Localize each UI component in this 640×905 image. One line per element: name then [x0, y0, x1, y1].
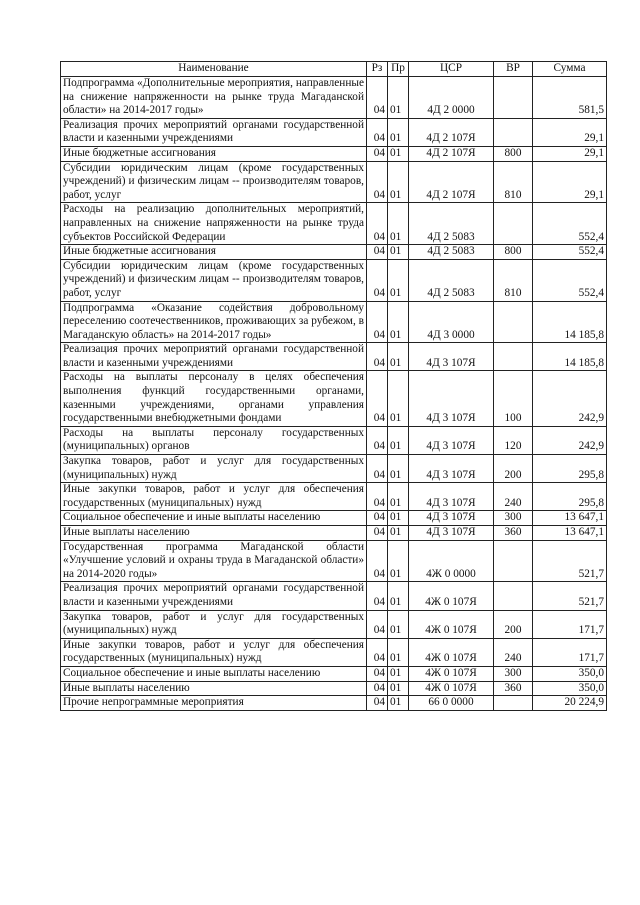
row-pr: 01: [388, 483, 409, 511]
header-rz: Рз: [367, 62, 388, 77]
row-pr: 01: [388, 526, 409, 541]
row-name: Расходы на выплаты персоналу государственных (муниципальных) органов: [61, 426, 367, 454]
row-vr: [494, 582, 533, 610]
row-rz: 04: [367, 582, 388, 610]
row-csr: 4Д 2 5083: [409, 259, 494, 301]
row-pr: 01: [388, 582, 409, 610]
row-vr: [494, 343, 533, 371]
row-vr: 200: [494, 610, 533, 638]
row-vr: [494, 301, 533, 343]
row-csr: 4Ж 0 107Я: [409, 610, 494, 638]
row-sum: 552,4: [533, 259, 607, 301]
row-sum: 13 647,1: [533, 526, 607, 541]
row-name: Субсидии юридическим лицам (кроме государственных учреждений) и физическим лицам -- производителям товаров, работ, услуг: [61, 161, 367, 203]
row-rz: 04: [367, 638, 388, 666]
budget-table: [60, 61, 607, 711]
row-rz: 04: [367, 511, 388, 526]
row-name: Иные выплаты населению: [61, 681, 367, 696]
table-row: [61, 259, 607, 301]
row-vr: [494, 203, 533, 245]
row-name: Подпрограмма «Оказание содействия добровольному переселению соотечественников, проживающих за рубежом, в Магаданскую область» на 2014-2017 годы»: [61, 301, 367, 343]
row-pr: 01: [388, 371, 409, 426]
row-vr: 800: [494, 146, 533, 161]
table-row: [61, 343, 607, 371]
table-row: [61, 511, 607, 526]
row-rz: 04: [367, 681, 388, 696]
table-row: [61, 371, 607, 426]
row-sum: 13 647,1: [533, 511, 607, 526]
row-name: Реализация прочих мероприятий органами государственной власти и казенными учреждениями: [61, 582, 367, 610]
row-pr: 01: [388, 426, 409, 454]
row-rz: 04: [367, 301, 388, 343]
row-csr: 4Д 3 107Я: [409, 526, 494, 541]
row-csr: 4Д 2 0000: [409, 77, 494, 119]
row-name: Социальное обеспечение и иные выплаты населению: [61, 666, 367, 681]
row-sum: 171,7: [533, 638, 607, 666]
row-sum: 552,4: [533, 245, 607, 260]
row-name: Расходы на выплаты персоналу в целях обеспечения выполнения функций государственными органами, казенными учреждениями, органами управления государственными внебюджетными фондами: [61, 371, 367, 426]
row-csr: 4Д 3 107Я: [409, 511, 494, 526]
row-rz: 04: [367, 666, 388, 681]
row-csr: 4Д 2 107Я: [409, 161, 494, 203]
row-rz: 04: [367, 426, 388, 454]
row-vr: [494, 696, 533, 711]
row-sum: 14 185,8: [533, 343, 607, 371]
row-csr: 4Д 2 107Я: [409, 146, 494, 161]
row-rz: 04: [367, 526, 388, 541]
row-rz: 04: [367, 455, 388, 483]
row-vr: 240: [494, 483, 533, 511]
row-name: Иные бюджетные ассигнования: [61, 245, 367, 260]
row-pr: 01: [388, 696, 409, 711]
row-csr: 4Д 3 107Я: [409, 343, 494, 371]
row-csr: 4Д 2 5083: [409, 245, 494, 260]
row-csr: 4Ж 0 107Я: [409, 582, 494, 610]
row-name: Прочие непрограммные мероприятия: [61, 696, 367, 711]
row-pr: 01: [388, 540, 409, 582]
row-pr: 01: [388, 161, 409, 203]
row-csr: 4Ж 0 107Я: [409, 638, 494, 666]
row-vr: 810: [494, 259, 533, 301]
table-row: [61, 681, 607, 696]
row-name: Подпрограмма «Дополнительные мероприятия, направленные на снижение напряженности на рынке труда Магаданской области» на 2014-2017 годы»: [61, 77, 367, 119]
table-row: [61, 426, 607, 454]
row-vr: 240: [494, 638, 533, 666]
row-pr: 01: [388, 118, 409, 146]
row-pr: 01: [388, 203, 409, 245]
row-pr: 01: [388, 301, 409, 343]
row-vr: 360: [494, 526, 533, 541]
row-sum: 295,8: [533, 483, 607, 511]
row-csr: 4Д 3 107Я: [409, 483, 494, 511]
row-csr: 4Д 2 5083: [409, 203, 494, 245]
table-row: [61, 146, 607, 161]
row-vr: 100: [494, 371, 533, 426]
row-sum: 295,8: [533, 455, 607, 483]
row-sum: 171,7: [533, 610, 607, 638]
row-pr: 01: [388, 610, 409, 638]
row-vr: 810: [494, 161, 533, 203]
row-rz: 04: [367, 118, 388, 146]
row-rz: 04: [367, 371, 388, 426]
table-row: [61, 526, 607, 541]
row-csr: 4Ж 0 107Я: [409, 681, 494, 696]
row-csr: 4Д 3 107Я: [409, 371, 494, 426]
row-name: Субсидии юридическим лицам (кроме государственных учреждений) и физическим лицам -- производителям товаров, работ, услуг: [61, 259, 367, 301]
row-csr: 4Д 2 107Я: [409, 118, 494, 146]
table-row: [61, 610, 607, 638]
row-pr: 01: [388, 455, 409, 483]
table-row: [61, 638, 607, 666]
row-pr: 01: [388, 77, 409, 119]
row-rz: 04: [367, 203, 388, 245]
row-vr: [494, 118, 533, 146]
row-sum: 29,1: [533, 161, 607, 203]
table-row: [61, 77, 607, 119]
row-name: Иные бюджетные ассигнования: [61, 146, 367, 161]
row-name: Реализация прочих мероприятий органами государственной власти и казенными учреждениями: [61, 118, 367, 146]
row-name: Закупка товаров, работ и услуг для государственных (муниципальных) нужд: [61, 610, 367, 638]
row-csr: 4Д 3 107Я: [409, 426, 494, 454]
row-rz: 04: [367, 259, 388, 301]
row-name: Государственная программа Магаданской области «Улучшение условий и охраны труда в Магаданской области» на 2014-2020 годы»: [61, 540, 367, 582]
row-sum: 521,7: [533, 540, 607, 582]
row-csr: 66 0 0000: [409, 696, 494, 711]
row-vr: 200: [494, 455, 533, 483]
table-row: [61, 301, 607, 343]
row-pr: 01: [388, 343, 409, 371]
row-rz: 04: [367, 540, 388, 582]
row-rz: 04: [367, 483, 388, 511]
row-csr: 4Ж 0 0000: [409, 540, 494, 582]
header-pr: Пр: [388, 62, 409, 77]
header-vr: ВР: [494, 62, 533, 77]
row-sum: 350,0: [533, 681, 607, 696]
row-pr: 01: [388, 259, 409, 301]
row-sum: 14 185,8: [533, 301, 607, 343]
row-pr: 01: [388, 666, 409, 681]
row-csr: 4Д 3 107Я: [409, 455, 494, 483]
table-row: [61, 540, 607, 582]
table-header-row: [61, 62, 607, 77]
row-csr: 4Ж 0 107Я: [409, 666, 494, 681]
row-vr: 800: [494, 245, 533, 260]
row-pr: 01: [388, 511, 409, 526]
row-name: Социальное обеспечение и иные выплаты населению: [61, 511, 367, 526]
row-rz: 04: [367, 696, 388, 711]
row-sum: 242,9: [533, 426, 607, 454]
row-sum: 29,1: [533, 118, 607, 146]
row-name: Иные закупки товаров, работ и услуг для обеспечения государственных (муниципальных) нужд: [61, 638, 367, 666]
row-vr: [494, 540, 533, 582]
row-rz: 04: [367, 610, 388, 638]
row-pr: 01: [388, 681, 409, 696]
table-row: [61, 582, 607, 610]
row-pr: 01: [388, 245, 409, 260]
row-sum: 552,4: [533, 203, 607, 245]
row-name: Расходы на реализацию дополнительных мероприятий, направленных на снижение напряженности на рынке труда субъектов Российской Федерации: [61, 203, 367, 245]
row-sum: 581,5: [533, 77, 607, 119]
header-name: Наименование: [61, 62, 367, 77]
row-vr: [494, 77, 533, 119]
row-name: Реализация прочих мероприятий органами государственной власти и казенными учреждениями: [61, 343, 367, 371]
row-pr: 01: [388, 638, 409, 666]
table-row: [61, 666, 607, 681]
row-sum: 20 224,9: [533, 696, 607, 711]
row-sum: 521,7: [533, 582, 607, 610]
row-vr: 360: [494, 681, 533, 696]
row-vr: 300: [494, 511, 533, 526]
row-vr: 300: [494, 666, 533, 681]
row-sum: 242,9: [533, 371, 607, 426]
header-sum: Сумма: [533, 62, 607, 77]
row-name: Иные выплаты населению: [61, 526, 367, 541]
row-vr: 120: [494, 426, 533, 454]
table-row: [61, 203, 607, 245]
header-csr: ЦСР: [409, 62, 494, 77]
row-rz: 04: [367, 343, 388, 371]
table-row: [61, 696, 607, 711]
row-rz: 04: [367, 245, 388, 260]
row-pr: 01: [388, 146, 409, 161]
row-name: Иные закупки товаров, работ и услуг для обеспечения государственных (муниципальных) нужд: [61, 483, 367, 511]
row-sum: 350,0: [533, 666, 607, 681]
row-rz: 04: [367, 161, 388, 203]
row-rz: 04: [367, 146, 388, 161]
row-rz: 04: [367, 77, 388, 119]
row-sum: 29,1: [533, 146, 607, 161]
row-name: Закупка товаров, работ и услуг для государственных (муниципальных) нужд: [61, 455, 367, 483]
table-row: [61, 483, 607, 511]
table-row: [61, 118, 607, 146]
row-csr: 4Д 3 0000: [409, 301, 494, 343]
table-row: [61, 245, 607, 260]
table-row: [61, 455, 607, 483]
table-row: [61, 161, 607, 203]
